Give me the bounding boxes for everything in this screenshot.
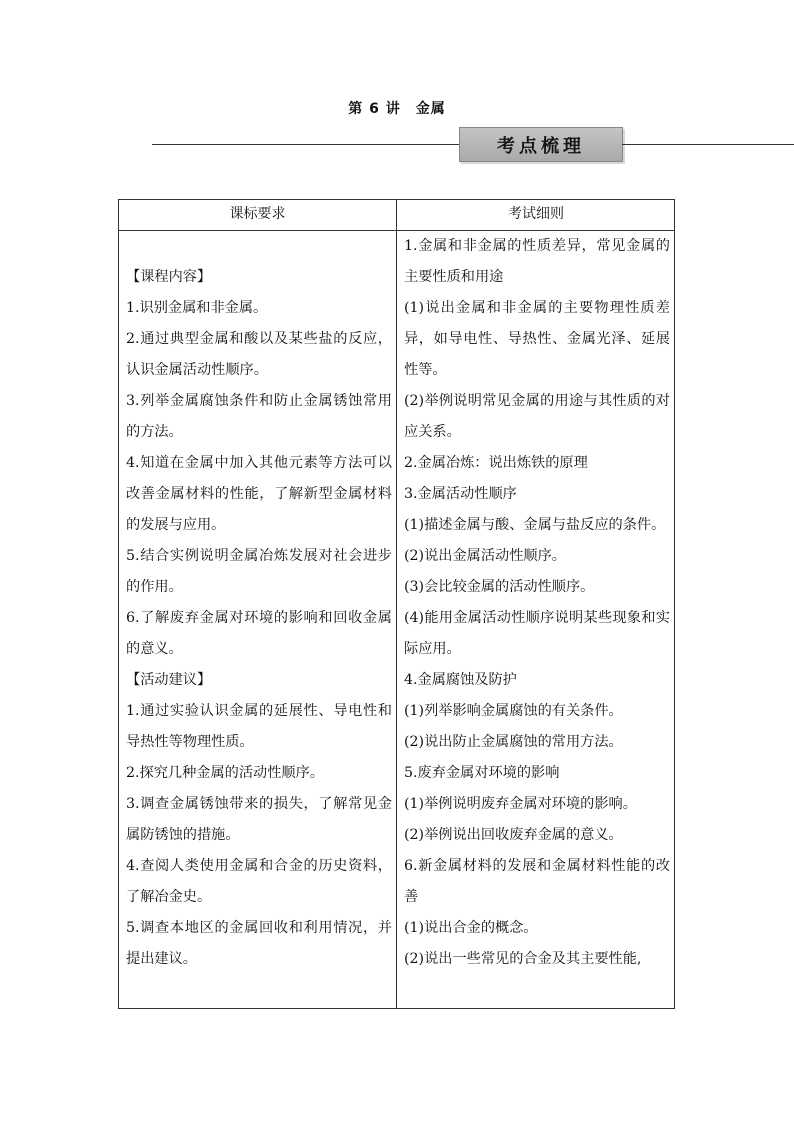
curriculum-item: 6.了解废弃金属对环境的影响和回收金属的意义。 (126, 610, 392, 657)
exam-detail-item: (1)列举影响金属腐蚀的有关条件。 (404, 703, 623, 719)
exam-detail-item: (2)举例说明常见金属的用途与其性质的对应关系。 (404, 393, 670, 440)
curriculum-column (126, 231, 392, 975)
curriculum-item: 5.调查本地区的金属回收和利用情况，并提出建议。 (126, 920, 392, 967)
curriculum-item: 【课程内容】 (126, 269, 212, 285)
header-curriculum-requirements: 课标要求 (229, 206, 286, 222)
column-divider (396, 200, 397, 1008)
exam-detail-item: 6.新金属材料的发展和金属材料性能的改善 (404, 858, 670, 905)
curriculum-item: 4.查阅人类使用金属和合金的历史资料，了解冶金史。 (126, 858, 392, 905)
exam-details-column (404, 231, 670, 975)
exam-detail-item: 1.金属和非金属的性质差异，常见金属的主要性质和用途 (404, 238, 670, 285)
header-rule-left (152, 144, 460, 145)
curriculum-item: 3.调查金属锈蚀带来的损失，了解常见金属防锈蚀的措施。 (126, 796, 392, 843)
exam-detail-item: (2)说出防止金属腐蚀的常用方法。 (404, 734, 623, 750)
section-banner: 考点梳理 (459, 127, 623, 162)
curriculum-item: 1.识别金属和非金属。 (126, 300, 268, 316)
exam-detail-item: 5.废弃金属对环境的影响 (404, 765, 560, 781)
exam-detail-item: (2)举例说出回收废弃金属的意义。 (404, 827, 623, 843)
exam-detail-item: (3)会比较金属的活动性顺序。 (404, 579, 595, 595)
exam-detail-item: (1)说出合金的概念。 (404, 920, 538, 936)
exam-detail-item: 3.金属活动性顺序 (404, 486, 517, 502)
exam-detail-item: (2)说出金属活动性顺序。 (404, 548, 566, 564)
curriculum-item: 3.列举金属腐蚀条件和防止金属锈蚀常用的方法。 (126, 393, 392, 440)
header-rule-right (622, 144, 794, 145)
header-exam-details: 考试细则 (508, 206, 564, 222)
curriculum-item: 2.通过典型金属和酸以及某些盐的反应，认识金属活动性顺序。 (126, 331, 392, 378)
curriculum-item: 1.通过实验认识金属的延展性、导电性和导热性等物理性质。 (126, 703, 392, 750)
exam-detail-item: 4.金属腐蚀及防护 (404, 672, 517, 688)
curriculum-item: 4.知道在金属中加入其他元素等方法可以改善金属材料的性能，了解新型金属材料的发展与应用。 (126, 455, 392, 533)
requirements-table (118, 199, 675, 1009)
exam-detail-item: (1)描述金属与酸、金属与盐反应的条件。 (404, 517, 666, 533)
exam-detail-item: (1)说出金属和非金属的主要物理性质差异，如导电性、导热性、金属光泽、延展性等。 (404, 300, 670, 378)
exam-detail-item: (1)举例说明废弃金属对环境的影响。 (404, 796, 637, 812)
exam-detail-item: (4)能用金属活动性顺序说明某些现象和实际应用。 (404, 610, 670, 657)
exam-detail-item: (2)说出一些常见的合金及其主要性能, (404, 951, 642, 967)
curriculum-item: 2.探究几种金属的活动性顺序。 (126, 765, 324, 781)
page-title: 第 6 讲 金属 (348, 101, 446, 117)
curriculum-item: 5.结合实例说明金属冶炼发展对社会进步的作用。 (126, 548, 392, 595)
exam-detail-item: 2.金属冶炼：说出炼铁的原理 (404, 455, 588, 471)
curriculum-item: 【活动建议】 (126, 672, 212, 688)
